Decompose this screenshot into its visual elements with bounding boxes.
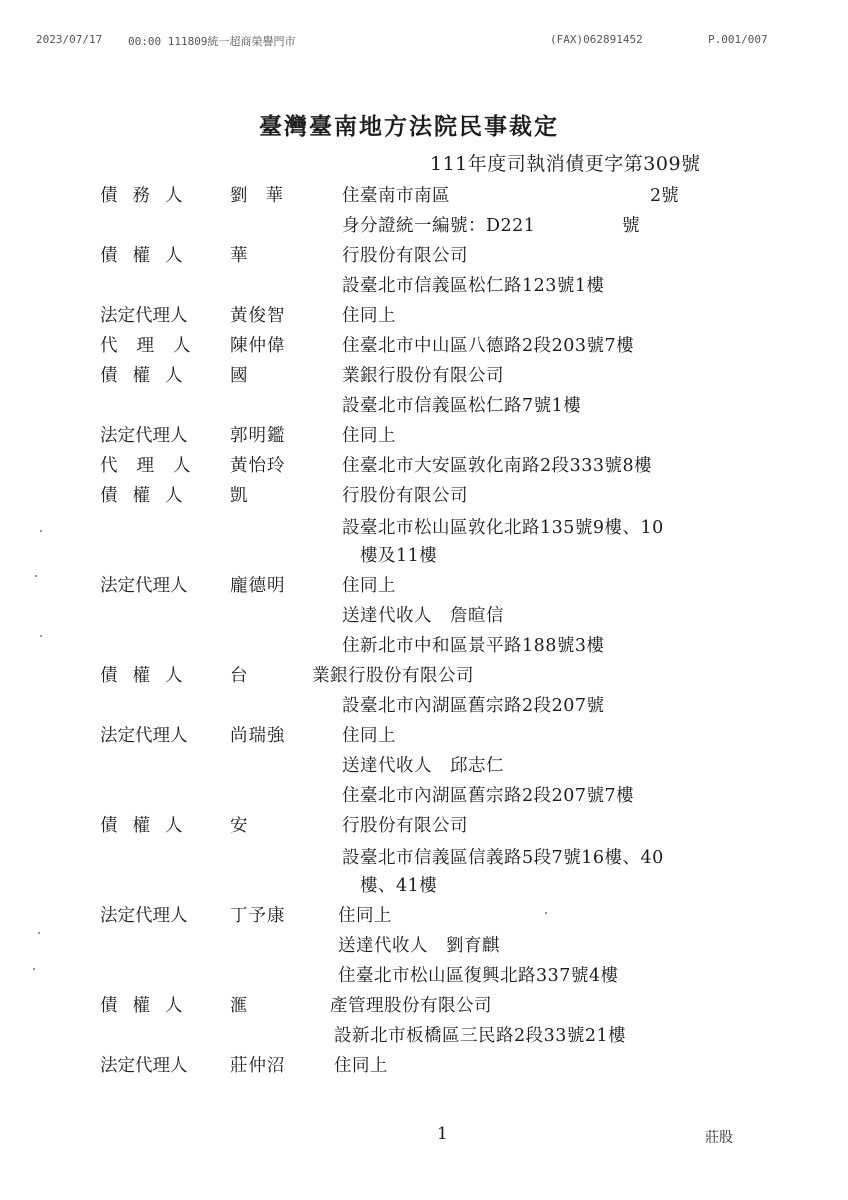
party-name: 國: [230, 366, 249, 386]
party-name: 尚瑞強: [230, 726, 286, 746]
party-name: 安: [230, 816, 249, 836]
scan-speck: [40, 530, 42, 532]
party-row: [0, 302, 848, 330]
party-info: 住同上: [338, 906, 392, 926]
party-info: 送達代收人 詹暄信: [342, 606, 504, 626]
party-row: [0, 422, 848, 450]
party-role: 債權人: [100, 666, 198, 686]
party-role: 法定代理人: [100, 1056, 188, 1076]
party-name: 莊仲沼: [230, 1056, 286, 1076]
party-info: 住新北市中和區景平路188號3樓: [342, 636, 605, 656]
party-name: 台: [230, 666, 249, 686]
party-role: 債權人: [100, 486, 198, 506]
party-info: 樓、41樓: [360, 876, 438, 896]
scan-speck: [545, 912, 547, 914]
party-info: 行股份有限公司: [342, 816, 468, 836]
party-row: [0, 872, 848, 900]
party-info: 送達代收人 劉育麒: [338, 936, 500, 956]
party-info: 設臺北市信義區松仁路123號1樓: [342, 276, 605, 296]
party-row: [0, 812, 848, 840]
party-row: [0, 962, 848, 990]
fax-page-indicator: P.001/007: [708, 33, 768, 46]
party-info: 設臺北市信義區信義路5段7號16樓、40: [342, 848, 664, 868]
party-role: 法定代理人: [100, 576, 188, 596]
party-role: 債權人: [100, 996, 198, 1016]
fax-number: (FAX)062891452: [550, 33, 643, 46]
party-name: 凱: [230, 486, 249, 506]
party-row: [0, 992, 848, 1020]
page-number: 1: [437, 1124, 448, 1144]
party-info: 住臺北市中山區八德路2段203號7樓: [342, 336, 635, 356]
party-name: 郭明鑑: [230, 426, 286, 446]
party-name: 滙: [230, 996, 249, 1016]
scan-speck: [38, 932, 40, 934]
party-row: [0, 212, 848, 240]
party-row: [0, 514, 848, 542]
party-info: 住同上: [342, 426, 396, 446]
party-name: 陳仲偉: [230, 336, 286, 356]
party-name: 黃俊智: [230, 306, 286, 326]
party-row: [0, 272, 848, 300]
fax-header: [0, 33, 848, 51]
scan-speck: [33, 968, 35, 970]
party-row: [0, 332, 848, 360]
party-role: 債權人: [100, 246, 198, 266]
case-number: 111年度司執消債更字第309號: [430, 153, 701, 175]
party-role: 法定代理人: [100, 426, 188, 446]
party-info: 住同上: [334, 1056, 388, 1076]
party-row: [0, 542, 848, 570]
fax-time-sender: 00:00 111809統一超商榮譽門市: [128, 35, 296, 48]
party-info: 樓及11樓: [360, 546, 438, 566]
party-row: [0, 844, 848, 872]
party-row: [0, 602, 848, 630]
party-row: [0, 392, 848, 420]
party-row: [0, 752, 848, 780]
party-info: 設臺北市內湖區舊宗路2段207號: [342, 696, 605, 716]
party-info-tail: 號: [622, 216, 640, 236]
party-name: 龐德明: [230, 576, 286, 596]
party-info: 設新北市板橋區三民路2段33號21樓: [334, 1026, 627, 1046]
party-name: 華: [230, 246, 249, 266]
party-row: [0, 782, 848, 810]
party-info: 住臺北市松山區復興北路337號4樓: [338, 966, 619, 986]
document-title: 臺灣臺南地方法院民事裁定: [259, 113, 559, 140]
fax-date: 2023/07/17: [36, 33, 103, 46]
party-row: [0, 452, 848, 480]
party-info: 住臺南市南區: [342, 186, 450, 206]
party-role: 法定代理人: [100, 906, 188, 926]
scan-speck: [40, 635, 42, 637]
party-name: 丁予康: [230, 906, 286, 926]
party-row: [0, 1022, 848, 1050]
party-info: 行股份有限公司: [342, 486, 468, 506]
party-row: [0, 932, 848, 960]
party-role: 代理人: [100, 336, 210, 356]
party-row: [0, 242, 848, 270]
party-role: 法定代理人: [100, 306, 188, 326]
party-row: [0, 362, 848, 390]
party-role: 債務人: [100, 186, 198, 206]
party-info: 住臺北市大安區敦化南路2段333號8樓: [342, 456, 653, 476]
party-info: 住臺北市內湖區舊宗路2段207號7樓: [342, 786, 635, 806]
party-row: [0, 182, 848, 210]
scan-speck: [35, 575, 37, 577]
party-role: 代理人: [100, 456, 210, 476]
party-info: 產管理股份有限公司: [330, 996, 492, 1016]
party-row: [0, 1052, 848, 1080]
party-role: 債權人: [100, 366, 198, 386]
party-info: 住同上: [342, 726, 396, 746]
party-info: 行股份有限公司: [342, 246, 468, 266]
party-info: 業銀行股份有限公司: [312, 666, 474, 686]
party-info: 住同上: [342, 306, 396, 326]
party-row: [0, 722, 848, 750]
party-info: 業銀行股份有限公司: [342, 366, 504, 386]
party-row: [0, 572, 848, 600]
party-row: [0, 482, 848, 510]
party-info: 身分證統一編號：D221: [342, 216, 536, 236]
party-info-tail: 2號: [650, 186, 679, 206]
party-name: 黃怡玲: [230, 456, 286, 476]
party-name: 劉華: [230, 186, 301, 206]
party-info: 設臺北市信義區松仁路7號1樓: [342, 396, 582, 416]
party-row: [0, 692, 848, 720]
party-row: [0, 632, 848, 660]
party-row: [0, 662, 848, 690]
party-info: 送達代收人 邱志仁: [342, 756, 504, 776]
court-division: 莊股: [705, 1130, 733, 1146]
party-role: 法定代理人: [100, 726, 188, 746]
party-row: [0, 902, 848, 930]
party-info: 設臺北市松山區敦化北路135號9樓、10: [342, 518, 664, 538]
party-info: 住同上: [342, 576, 396, 596]
party-role: 債權人: [100, 816, 198, 836]
